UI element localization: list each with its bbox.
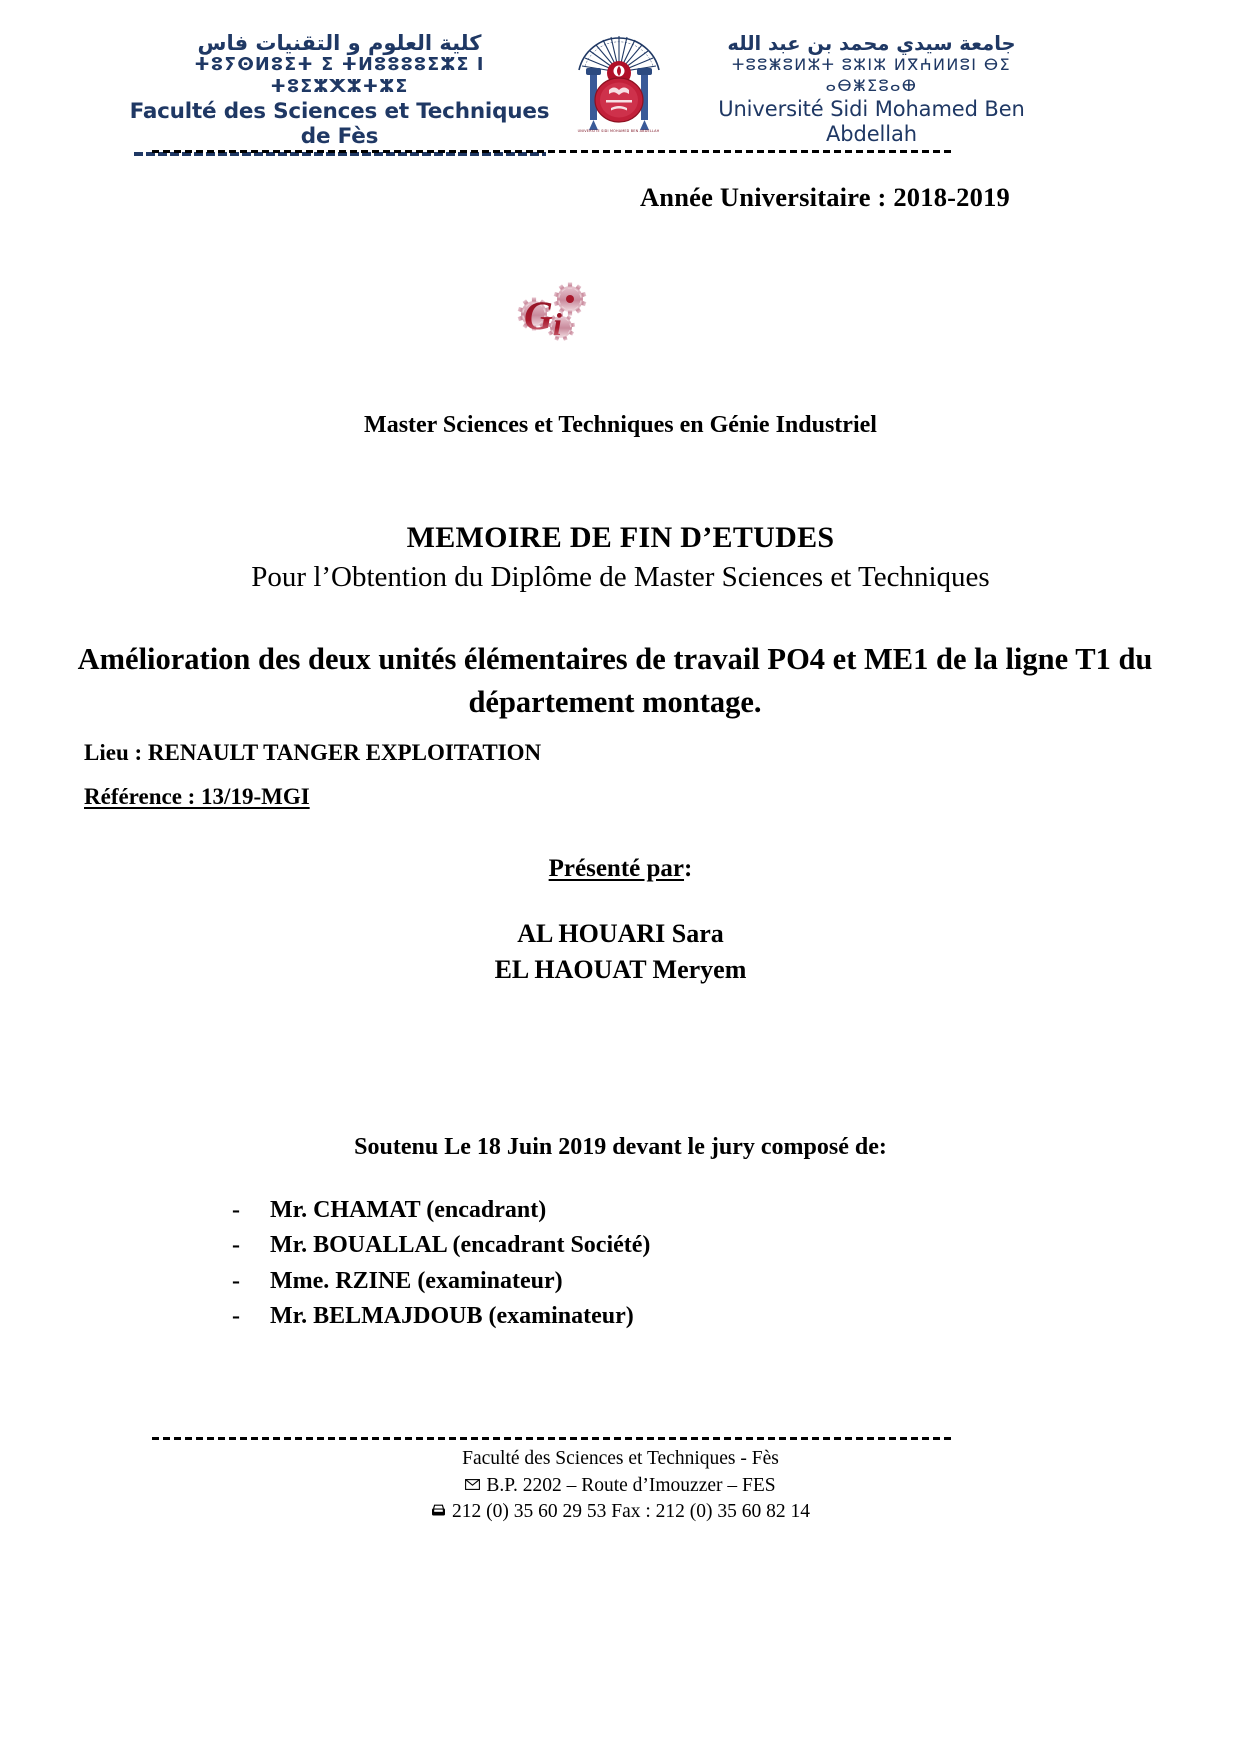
presented-by-text: Présenté par (548, 855, 685, 882)
academic-year: Année Universitaire : 2018-2019 (639, 182, 1010, 212)
document-type-heading: MEMOIRE DE FIN D’ETUDES (406, 521, 835, 554)
jury-member-name: Mme. RZINE (examinateur) (270, 1267, 563, 1294)
jury-bullet: - (232, 1232, 240, 1259)
footer-institution: Faculté des Sciences et Techniques - Fès (462, 1448, 779, 1469)
telephone-icon (431, 1504, 446, 1521)
author-list (0, 916, 1241, 987)
program-name: Master Sciences et Techniques en Génie Industriel (364, 412, 877, 438)
university-seal-icon (565, 26, 673, 134)
jury-list (232, 1193, 650, 1334)
jury-member-name: Mr. BOUALLAL (encadrant Société) (270, 1232, 651, 1259)
defense-statement: Soutenu Le 18 Juin 2019 devant le jury composé de: (354, 1134, 887, 1160)
jury-bullet: - (232, 1197, 240, 1223)
faculty-logo-arabic: كلية العلوم و التقنيات فاس (197, 30, 482, 55)
footer-divider (152, 1437, 952, 1440)
presented-by-label (0, 855, 1241, 883)
jury-member-name: Mr. CHAMAT (encadrant) (270, 1197, 547, 1223)
university-logo-french: Université Sidi Mohamed Ben Abdellah (718, 96, 1025, 146)
footer-address: B.P. 2202 – Route d’Imouzzer – FES (486, 1474, 776, 1496)
faculty-logo-tifinagh: ⵜⵓⵢⵙⵍⵓⵉⵜ ⵉ ⵜⵍⵓⵓⵓⵓⵉⵣⵉ ⵏ ⵜⵓⵉⵣⵅⵣⵜⵣⵉ (194, 54, 485, 97)
gi-logo-icon (508, 277, 594, 345)
gi-program-logo (508, 277, 594, 345)
svg-text:G: G (524, 293, 553, 338)
presented-by-colon: : (684, 855, 693, 882)
jury-member (232, 1193, 650, 1228)
author-name: EL HAOUAT Meryem (494, 954, 747, 984)
faculty-logo-french: Faculté des Sciences et Techniques de Fès (129, 98, 550, 150)
header-divider (152, 150, 952, 153)
jury-member (232, 1228, 650, 1263)
thesis-title: Amélioration des deux unités élémentaires de travail PO4 et ME1 de la ligne T1 du département montage. (77, 642, 1153, 720)
reference-number: Référence : 13/19-MGI (84, 784, 310, 809)
author-name: AL HOUARI Sara (517, 919, 724, 948)
university-logo (687, 12, 1117, 147)
jury-bullet: - (232, 1267, 240, 1294)
university-logo-tifinagh: ⵜⵓⵓⵥⵓⵍⵣⵜ ⵓⵣⵏⵣ ⵍⴳⵄⵍⵍⵓⵏ ⴱⵉ ⴰⴱⵥⵉⵓⴰⴲ (731, 55, 1012, 96)
footer-address-row (0, 1473, 1241, 1500)
jury-member-name: Mr. BELMAJDOUB (examinateur) (270, 1302, 634, 1329)
footer-phone-row (0, 1499, 1241, 1526)
internship-location: Lieu : RENAULT TANGER EXPLOITATION (84, 740, 542, 765)
svg-text:i: i (553, 306, 562, 342)
jury-member (232, 1299, 650, 1334)
seal-caption: UNIVERSITE SIDI MOHAMED BEN ABDELLAH (577, 129, 660, 134)
page-header (0, 22, 1241, 150)
page-footer (0, 1446, 1241, 1526)
jury-bullet: - (232, 1302, 240, 1329)
university-seal (565, 26, 673, 134)
faculty-logo (125, 3, 555, 156)
university-logo-arabic: جامعة سيدي محمد بن عبد الله (727, 31, 1016, 55)
degree-purpose: Pour l’Obtention du Diplôme de Master Sciences et Techniques (251, 561, 990, 593)
footer-phone: 212 (0) 35 60 29 53 Fax : 212 (0) 35 60 82 14 (451, 1501, 811, 1523)
envelope-icon (465, 1478, 480, 1494)
jury-member (232, 1264, 650, 1299)
